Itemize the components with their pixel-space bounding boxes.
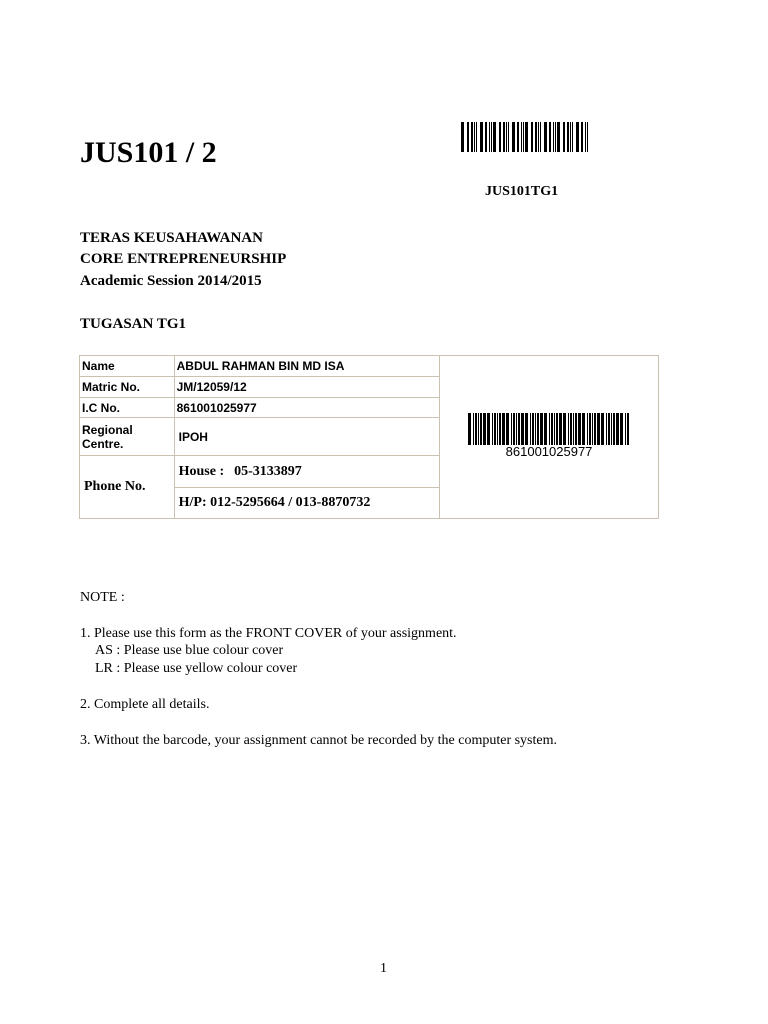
top-barcode-label: JUS101TG1 xyxy=(485,184,559,199)
assignment-title: TUGASAN TG1 xyxy=(80,316,186,332)
academic-session: Academic Session 2014/2015 xyxy=(80,273,262,289)
note-item-1: 1. Please use this form as the FRONT COVER of your assignment. xyxy=(80,626,457,641)
ic-label: I.C No. xyxy=(80,398,175,418)
regional-centre-value: IPOH xyxy=(174,418,439,456)
matric-label: Matric No. xyxy=(80,377,175,398)
regional-label-line2: Centre. xyxy=(82,436,124,451)
page-number: 1 xyxy=(380,961,387,976)
regional-centre-label xyxy=(80,418,175,456)
phone-values xyxy=(174,456,439,519)
house-phone-value: 05-3133897 xyxy=(234,463,302,479)
student-barcode xyxy=(468,413,630,445)
regional-label-line1: Regional xyxy=(82,422,133,437)
house-label: House : xyxy=(178,463,225,479)
ic-value: 861001025977 xyxy=(174,398,439,418)
student-barcode-number: 861001025977 xyxy=(505,444,593,459)
top-barcode xyxy=(461,122,589,152)
name-value: ABDUL RAHMAN BIN MD ISA xyxy=(174,356,439,377)
note-title: NOTE : xyxy=(80,590,125,605)
note-item-2: 2. Complete all details. xyxy=(80,697,210,712)
heading-malay-title: TERAS KEUSAHAWANAN xyxy=(80,230,263,246)
heading-english-title: CORE ENTREPRENEURSHIP xyxy=(80,251,287,267)
note-item-1-lr: LR : Please use yellow colour cover xyxy=(95,661,298,676)
note-item-1-as: AS : Please use blue colour cover xyxy=(95,643,284,658)
matric-value: JM/12059/12 xyxy=(174,377,439,398)
course-code: JUS101 / 2 xyxy=(80,136,217,169)
student-barcode-cell xyxy=(440,356,659,519)
phone-label: Phone No. xyxy=(80,456,175,519)
note-item-3: 3. Without the barcode, your assignment cannot be recorded by the computer system. xyxy=(80,733,557,748)
mobile-phone-value: H/P: 012-5295664 / 013-8870732 xyxy=(178,495,371,510)
student-details-table xyxy=(79,355,659,519)
name-label: Name xyxy=(80,356,175,377)
